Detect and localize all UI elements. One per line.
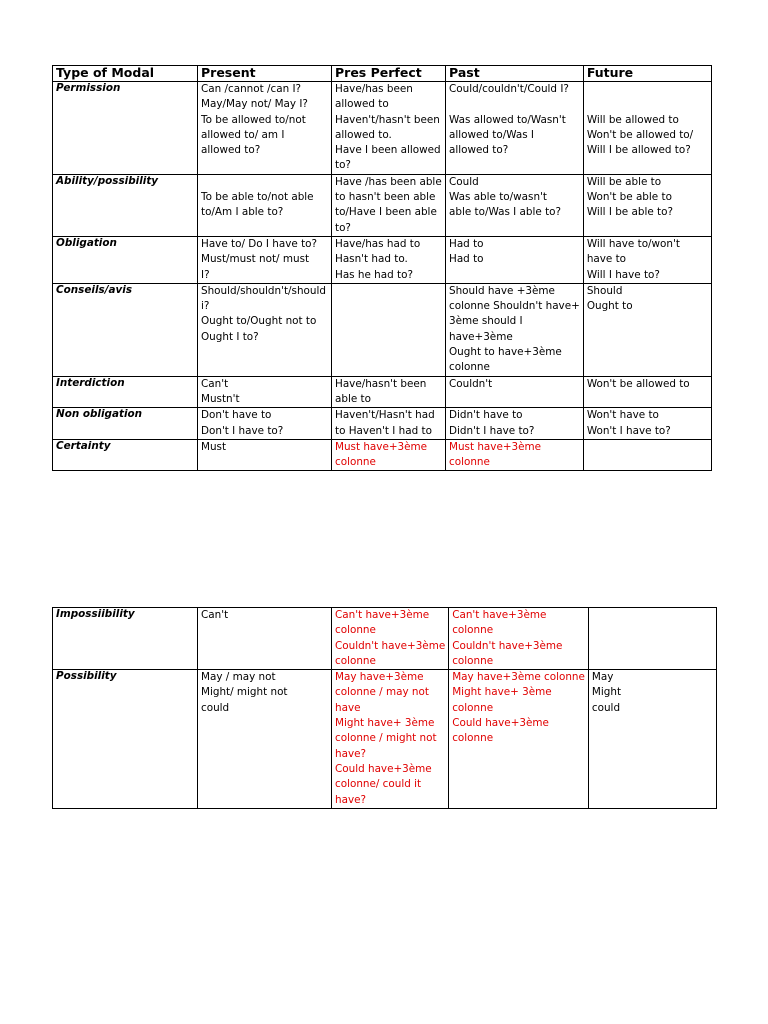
cell-line: Could xyxy=(449,175,479,188)
cell-line: colonne Shouldn't have+ xyxy=(449,300,580,313)
cell-line: Haven't/hasn't been xyxy=(335,113,440,126)
cell-line: Didn't have to xyxy=(449,409,523,422)
cell-line: Had to xyxy=(449,253,484,266)
row-label: Obligation xyxy=(53,236,198,283)
cell-line: Don't I have to? xyxy=(201,424,284,437)
cell-line: Can't xyxy=(201,377,229,390)
cell-line: Was allowed to/Wasn't xyxy=(449,113,566,126)
cell-line: Should have +3ème xyxy=(449,284,555,297)
cell-past xyxy=(446,283,584,376)
cell-future xyxy=(583,174,711,236)
cell-line-highlight: have? xyxy=(335,747,367,760)
cell-line: Can /cannot /can I? xyxy=(201,83,302,95)
cell-line-highlight: have xyxy=(335,701,361,714)
cell-pres-perfect xyxy=(332,439,446,471)
cell-line-highlight: colonne xyxy=(452,654,494,667)
blank-line xyxy=(587,82,708,97)
cell-line: Was able to/wasn't xyxy=(449,191,547,204)
cell-line: Can't xyxy=(201,609,229,621)
blank-line xyxy=(201,175,328,190)
cell-line: Won't I have to? xyxy=(586,424,671,437)
table-row-obligation xyxy=(53,236,712,283)
cell-line-highlight: Can't have+3ème xyxy=(452,609,547,621)
cell-future xyxy=(583,376,711,408)
cell-present xyxy=(198,82,332,175)
cell-line: Will I be able to? xyxy=(586,206,673,219)
cell-line-highlight: Must have+3ème xyxy=(449,440,542,453)
row-label: Interdiction xyxy=(53,376,198,408)
cell-line-highlight: colonne xyxy=(335,624,376,637)
cell-line-highlight: colonne xyxy=(449,456,490,469)
cell-line-highlight: colonne xyxy=(452,732,494,745)
table-row-interdiction xyxy=(53,376,712,408)
header-present: Present xyxy=(198,66,332,82)
cell-line: Couldn't xyxy=(449,377,493,390)
table-row-impossibility xyxy=(53,608,717,670)
blank-line xyxy=(449,97,580,112)
cell-pres-perfect xyxy=(332,283,446,376)
row-label: Ability/possibility xyxy=(53,174,198,236)
cell-line-highlight: colonne xyxy=(452,701,494,714)
cell-present xyxy=(198,174,332,236)
cell-line: Haven't/Hasn't had xyxy=(335,409,435,422)
cell-line: Won't be allowed to/ xyxy=(586,128,694,141)
cell-future xyxy=(588,608,716,670)
cell-line: to/Have I been able xyxy=(335,206,437,219)
cell-line-highlight: colonne xyxy=(335,654,376,667)
cell-future xyxy=(583,236,711,283)
cell-line-highlight: colonne / may not xyxy=(335,686,429,699)
cell-line: to? xyxy=(335,159,351,172)
cell-line-highlight: colonne xyxy=(335,456,376,469)
cell-pres-perfect xyxy=(332,608,449,670)
row-label: Conseils/avis xyxy=(53,283,198,376)
cell-line-highlight: colonne/ could it xyxy=(335,778,422,791)
cell-future xyxy=(583,408,711,440)
table-row-conseils xyxy=(53,283,712,376)
row-label: Non obligation xyxy=(53,408,198,440)
cell-line: i? xyxy=(201,300,210,313)
cell-line: Must/must not/ must xyxy=(201,253,310,266)
cell-line: to Haven't I had to xyxy=(335,424,432,437)
cell-line: Has he had to? xyxy=(335,268,413,281)
cell-line-highlight: colonne / might not xyxy=(335,732,437,745)
modals-table xyxy=(52,65,712,471)
cell-line: Mustn't xyxy=(201,392,240,405)
cell-line: allowed to/Was I xyxy=(449,128,534,141)
row-label: Impossiibility xyxy=(53,608,198,670)
cell-present xyxy=(198,439,332,471)
cell-line: allowed to xyxy=(335,98,389,111)
cell-line: Had to xyxy=(449,237,484,250)
cell-past xyxy=(446,236,584,283)
row-label: Possibility xyxy=(53,670,198,809)
table-row-permission xyxy=(53,82,712,175)
cell-line: able to xyxy=(335,392,371,405)
header-future: Future xyxy=(583,66,711,82)
header-past: Past xyxy=(446,66,584,82)
cell-line: Should xyxy=(586,284,623,297)
cell-line: allowed to? xyxy=(201,144,261,157)
cell-present xyxy=(198,236,332,283)
cell-line: Hasn't had to. xyxy=(335,253,408,266)
cell-pres-perfect xyxy=(332,408,446,440)
cell-line: allowed to. xyxy=(335,128,392,141)
cell-present xyxy=(198,608,332,670)
cell-line: Should/shouldn't/should xyxy=(201,284,326,297)
table-row-ability xyxy=(53,174,712,236)
cell-line: allowed to? xyxy=(449,144,509,157)
modals-deduction-table xyxy=(52,607,717,809)
cell-line: to hasn't been able xyxy=(335,191,436,204)
cell-line-highlight: May have+3ème xyxy=(335,671,424,684)
cell-present xyxy=(198,376,332,408)
cell-line-highlight: Could have+3ème xyxy=(335,762,432,775)
cell-past xyxy=(449,608,589,670)
table-row-possibility xyxy=(53,670,717,809)
cell-present xyxy=(198,283,332,376)
cell-line: Didn't I have to? xyxy=(449,424,535,437)
cell-line-highlight: have? xyxy=(335,793,367,806)
cell-present xyxy=(198,408,332,440)
header-type-of-modal: Type of Modal xyxy=(53,66,198,82)
cell-line: Might xyxy=(591,686,622,699)
cell-future xyxy=(588,670,716,809)
cell-line-highlight: Must have+3ème xyxy=(335,440,428,453)
cell-line: have to xyxy=(586,253,627,266)
cell-line-highlight: Might have+ 3ème xyxy=(335,717,435,730)
cell-line: I? xyxy=(201,268,210,281)
cell-line: Will I be allowed to? xyxy=(586,144,691,157)
cell-line: Won't be allowed to xyxy=(586,377,690,390)
cell-line: Will be able to xyxy=(586,175,662,188)
cell-line: Will be allowed to xyxy=(586,113,679,126)
cell-line-highlight: Might have+ 3ème xyxy=(452,686,552,699)
cell-line: Won't have to xyxy=(586,409,659,422)
cell-line: Have to/ Do I have to? xyxy=(201,237,318,250)
cell-line: Must xyxy=(201,440,227,453)
cell-past xyxy=(446,376,584,408)
cell-pres-perfect xyxy=(332,236,446,283)
cell-line: able to/Was I able to? xyxy=(449,206,562,219)
cell-line: May / may not xyxy=(201,671,276,684)
cell-line: Will I have to? xyxy=(586,268,660,281)
cell-line: May xyxy=(591,671,614,684)
cell-line: could xyxy=(201,701,230,714)
header-row xyxy=(53,66,712,82)
cell-line: May/May not/ May I? xyxy=(201,98,308,111)
cell-line-highlight: colonne xyxy=(452,624,494,637)
cell-line: could xyxy=(591,701,621,714)
cell-line: Could/couldn't/Could I? xyxy=(449,83,569,95)
cell-pres-perfect xyxy=(332,174,446,236)
cell-line: to? xyxy=(335,221,351,234)
blank-line xyxy=(587,97,708,112)
cell-line: 3ème should I xyxy=(449,315,523,328)
cell-pres-perfect xyxy=(332,376,446,408)
cell-line: have+3ème xyxy=(449,330,513,343)
cell-past xyxy=(449,670,589,809)
cell-line: To be able to/not able xyxy=(201,191,314,204)
cell-line: Ought I to? xyxy=(201,330,259,343)
cell-line: Don't have to xyxy=(201,409,272,422)
cell-past xyxy=(446,439,584,471)
cell-line: colonne xyxy=(449,361,490,374)
cell-line-highlight: Could have+3ème xyxy=(452,717,549,730)
cell-line: To be allowed to/not xyxy=(201,113,306,126)
table-row-non-obligation xyxy=(53,408,712,440)
cell-line: Ought to have+3ème xyxy=(449,346,562,359)
cell-line: Won't be able to xyxy=(586,191,672,204)
cell-future xyxy=(583,82,711,175)
cell-future xyxy=(583,439,711,471)
cell-future xyxy=(583,283,711,376)
cell-line: Have/has been xyxy=(335,83,413,95)
cell-pres-perfect xyxy=(332,82,446,175)
row-label: Certainty xyxy=(53,439,198,471)
cell-line: Might/ might not xyxy=(201,686,288,699)
table-row-certainty xyxy=(53,439,712,471)
cell-present xyxy=(198,670,332,809)
cell-line: Ought to/Ought not to xyxy=(201,315,317,328)
cell-line: allowed to/ am I xyxy=(201,128,285,141)
cell-line: Will have to/won't xyxy=(586,237,680,250)
cell-past xyxy=(446,82,584,175)
cell-line: Have/hasn't been xyxy=(335,377,427,390)
row-label: Permission xyxy=(53,82,198,175)
cell-past xyxy=(446,174,584,236)
cell-line: to/Am I able to? xyxy=(201,206,284,219)
cell-pres-perfect xyxy=(332,670,449,809)
cell-line: Have /has been able xyxy=(335,175,442,188)
cell-past xyxy=(446,408,584,440)
cell-line-highlight: Couldn't have+3ème xyxy=(335,639,446,652)
cell-line-highlight: May have+3ème colonne xyxy=(452,671,585,684)
cell-line-highlight: Can't have+3ème xyxy=(335,609,430,621)
header-pres-perfect: Pres Perfect xyxy=(332,66,446,82)
cell-line: Ought to xyxy=(586,300,633,313)
cell-line: Have I been allowed xyxy=(335,144,441,157)
cell-line-highlight: Couldn't have+3ème xyxy=(452,639,563,652)
cell-line: Have/has had to xyxy=(335,237,421,250)
